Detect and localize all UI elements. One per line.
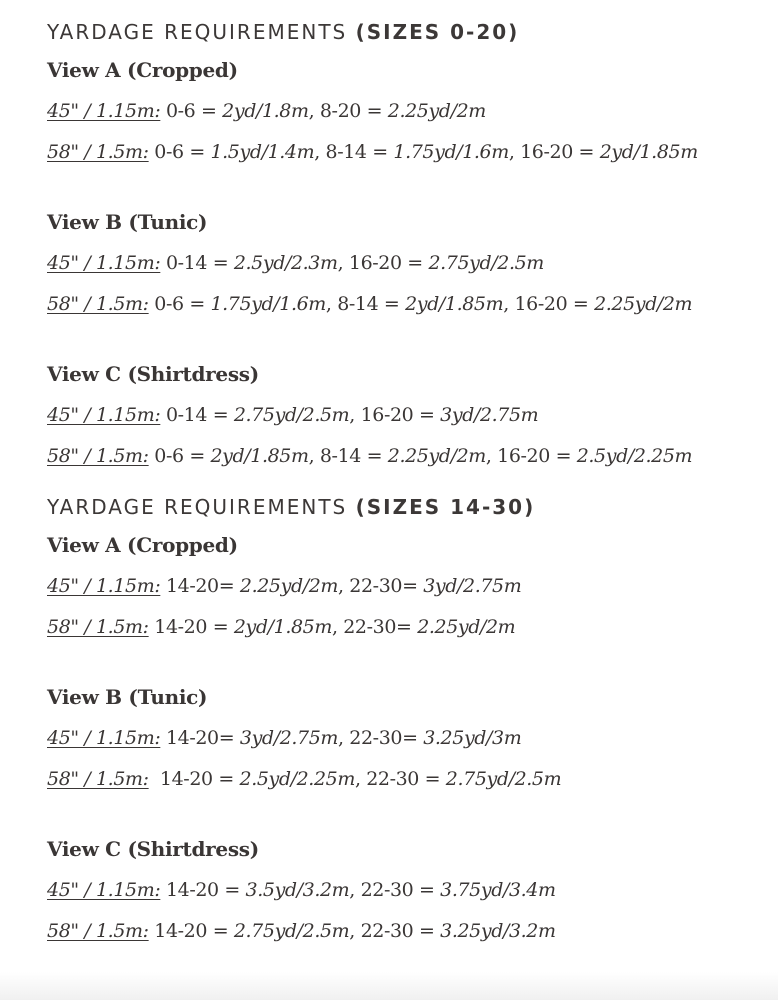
- size-range: , 16-20 =: [485, 445, 577, 467]
- yardage-amount: 2.75yd/2.5m: [233, 920, 350, 942]
- yardage-amount: 2.25yd/2m: [594, 293, 693, 315]
- yardage-amount: 2.5yd/2.3m: [233, 252, 338, 274]
- view-title: View C (Shirtdress): [47, 837, 259, 861]
- size-range: , 22-30=: [338, 727, 424, 749]
- yardage-amount: 1.75yd/1.6m: [393, 141, 509, 163]
- yardage-amount: 2.5yd/2.25m: [239, 768, 355, 790]
- fabric-width-label: 58" / 1.5m:: [47, 141, 149, 163]
- yardage-amount: 3.75yd/3.4m: [440, 879, 556, 901]
- requirement-line: [47, 284, 767, 325]
- size-range: 14-20=: [160, 575, 240, 597]
- view-block: [47, 829, 767, 952]
- size-range: 14-20 =: [160, 879, 246, 901]
- fabric-width-label: 45" / 1.15m:: [47, 404, 161, 426]
- size-range: , 16-20 =: [337, 252, 429, 274]
- requirement-line: [47, 566, 767, 607]
- requirement-line: [47, 718, 767, 759]
- fabric-width-label: 45" / 1.15m:: [47, 879, 161, 901]
- yardage-amount: 2.25yd/2m: [387, 100, 486, 122]
- yardage-amount: 1.75yd/1.6m: [210, 293, 326, 315]
- size-range: , 22-30=: [338, 575, 424, 597]
- size-range: , 8-20 =: [308, 100, 388, 122]
- section-heading-sizes: (SIZES 14-30): [355, 495, 536, 519]
- fabric-width-label: 45" / 1.15m:: [47, 575, 161, 597]
- size-range: , 22-30 =: [354, 768, 446, 790]
- yardage-amount: 3yd/2.75m: [423, 575, 522, 597]
- size-range: 0-6 =: [148, 141, 211, 163]
- view-spacer: [47, 173, 767, 202]
- size-range: 14-20 =: [148, 768, 240, 790]
- yardage-amount: 3.25yd/3m: [423, 727, 522, 749]
- size-range: 14-20 =: [148, 920, 234, 942]
- size-range: 0-6 =: [160, 100, 223, 122]
- fabric-width-label: 58" / 1.5m:: [47, 445, 149, 467]
- section-heading-sizes: (SIZES 0-20): [355, 20, 520, 44]
- view-block: [47, 525, 767, 648]
- requirement-line: [47, 132, 767, 173]
- view-block: [47, 354, 767, 477]
- size-range: 14-20 =: [148, 616, 234, 638]
- fabric-width-label: 45" / 1.15m:: [47, 100, 161, 122]
- yardage-amount: 3yd/2.75m: [440, 404, 539, 426]
- size-range: , 16-20 =: [503, 293, 595, 315]
- fabric-width-label: 58" / 1.5m:: [47, 616, 149, 638]
- size-range: 0-6 =: [148, 445, 211, 467]
- fabric-width-label: 45" / 1.15m:: [47, 252, 161, 274]
- size-range: , 8-14 =: [325, 293, 406, 315]
- yardage-amount: 2.25yd/2m: [387, 445, 486, 467]
- requirement-line: [47, 759, 767, 800]
- requirement-line: [47, 395, 767, 436]
- view-title: View B (Tunic): [47, 685, 208, 709]
- section-heading: [47, 14, 767, 50]
- size-range: 0-14 =: [160, 404, 234, 426]
- yardage-amount: 2yd/1.85m: [599, 141, 698, 163]
- view-spacer: [47, 800, 767, 829]
- size-range: , 22-30=: [331, 616, 418, 638]
- yardage-amount: 2.75yd/2.5m: [428, 252, 544, 274]
- yardage-amount: 2.5yd/2.25m: [576, 445, 693, 467]
- fabric-width-label: 58" / 1.5m:: [47, 293, 149, 315]
- yardage-amount: 3.5yd/3.2m: [245, 879, 350, 901]
- requirement-line: [47, 91, 767, 132]
- yardage-amount: 2yd/1.85m: [233, 616, 332, 638]
- yardage-document: [47, 14, 767, 952]
- view-title: View C (Shirtdress): [47, 362, 259, 386]
- view-spacer: [47, 648, 767, 677]
- view-spacer: [47, 325, 767, 354]
- requirement-line: [47, 436, 767, 477]
- size-range: , 8-14 =: [308, 445, 388, 467]
- bottom-fade: [0, 972, 778, 1000]
- section-heading: [47, 489, 767, 525]
- section-heading-title: YARDAGE REQUIREMENTS: [47, 495, 348, 519]
- requirement-line: [47, 243, 767, 284]
- fabric-width-label: 58" / 1.5m:: [47, 768, 149, 790]
- view-block: [47, 677, 767, 800]
- yardage-amount: 2yd/1.8m: [222, 100, 309, 122]
- size-range: , 16-20 =: [508, 141, 600, 163]
- size-range: , 8-14 =: [314, 141, 394, 163]
- requirement-line: [47, 607, 767, 648]
- yardage-amount: 2.75yd/2.5m: [233, 404, 350, 426]
- view-title: View A (Cropped): [47, 58, 238, 82]
- yardage-amount: 3.25yd/3.2m: [440, 920, 556, 942]
- fabric-width-label: 45" / 1.15m:: [47, 727, 161, 749]
- requirement-line: [47, 870, 767, 911]
- yardage-amount: 2yd/1.85m: [210, 445, 309, 467]
- yardage-amount: 2yd/1.85m: [405, 293, 504, 315]
- size-range: 0-6 =: [148, 293, 211, 315]
- view-title: View A (Cropped): [47, 533, 238, 557]
- size-range: , 16-20 =: [349, 404, 441, 426]
- size-range: , 22-30 =: [349, 879, 441, 901]
- view-title: View B (Tunic): [47, 210, 208, 234]
- yardage-amount: 2.25yd/2m: [417, 616, 516, 638]
- yardage-amount: 1.5yd/1.4m: [210, 141, 315, 163]
- yardage-amount: 3yd/2.75m: [239, 727, 339, 749]
- size-range: 0-14 =: [160, 252, 234, 274]
- view-block: [47, 202, 767, 325]
- section-spacer: [47, 477, 767, 489]
- size-range: , 22-30 =: [349, 920, 441, 942]
- requirement-line: [47, 911, 767, 952]
- view-block: [47, 50, 767, 173]
- yardage-amount: 2.25yd/2m: [239, 575, 339, 597]
- section-heading-title: YARDAGE REQUIREMENTS: [47, 20, 348, 44]
- size-range: 14-20=: [160, 727, 240, 749]
- yardage-amount: 2.75yd/2.5m: [445, 768, 562, 790]
- fabric-width-label: 58" / 1.5m:: [47, 920, 149, 942]
